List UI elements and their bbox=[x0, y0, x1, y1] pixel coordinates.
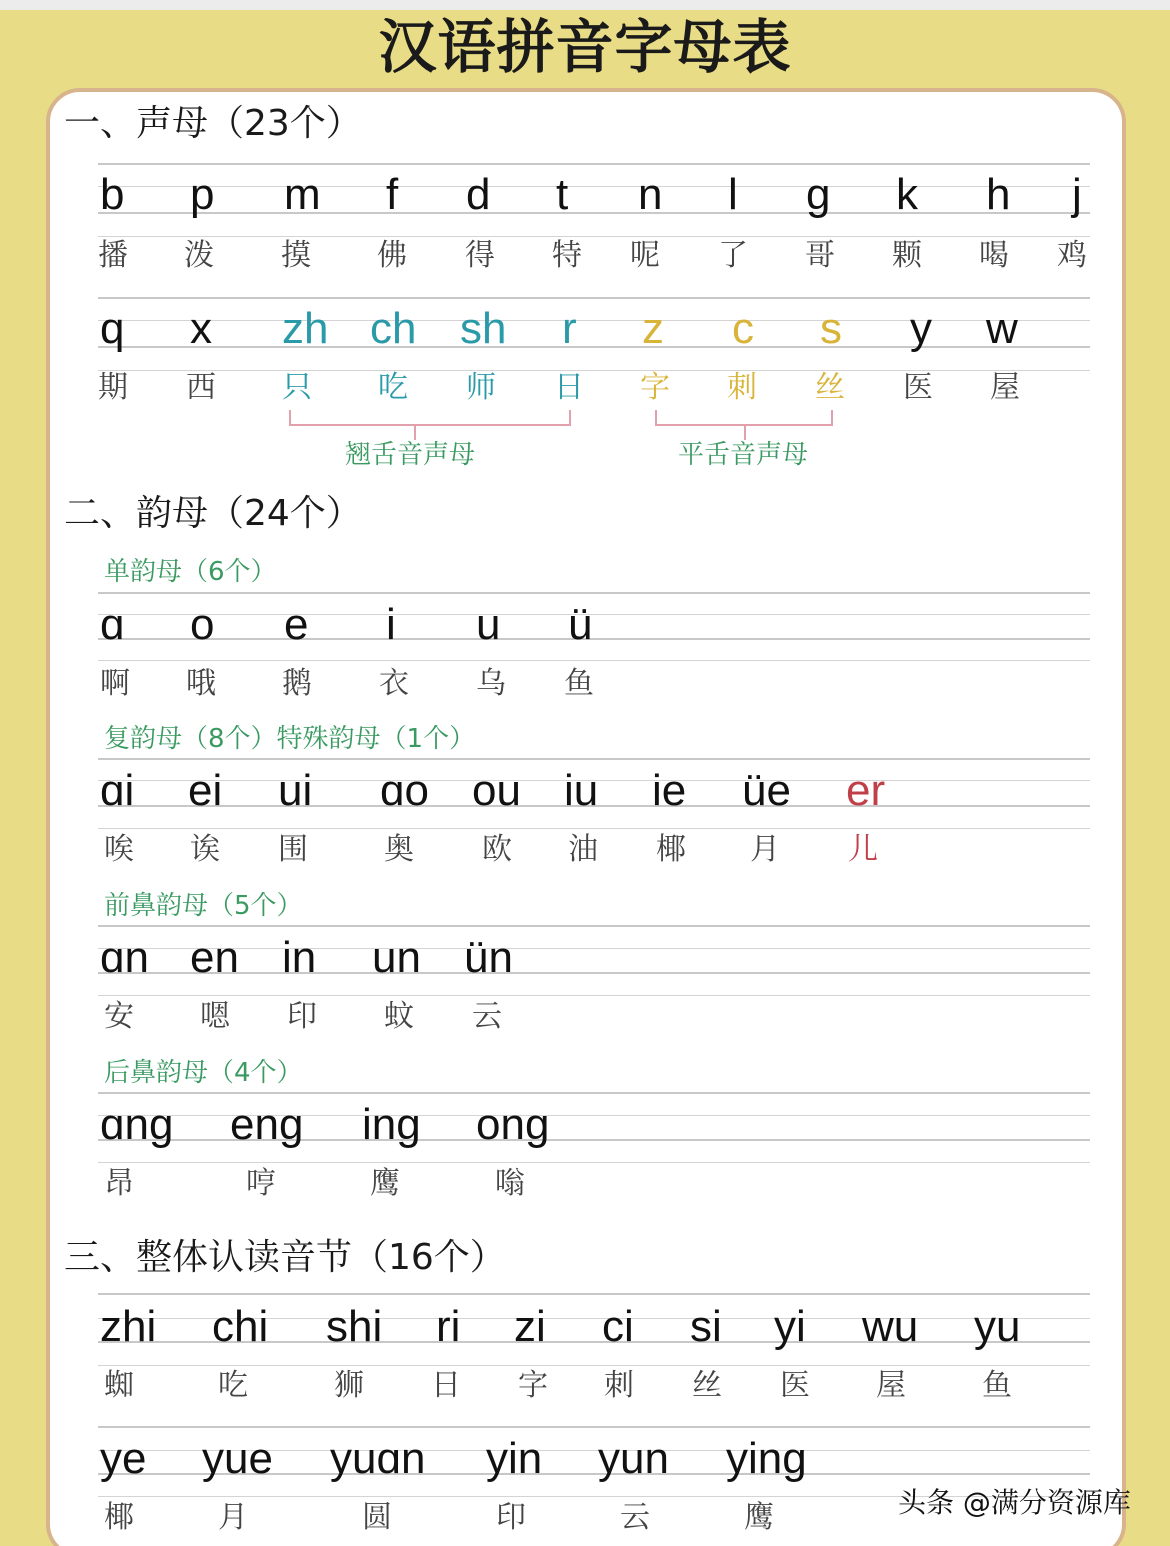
hanzi-cell: 佛 bbox=[377, 238, 407, 273]
top-strip bbox=[0, 0, 1170, 10]
pinyin-cell: ei bbox=[188, 766, 223, 815]
rule bbox=[98, 614, 1090, 615]
hanzi-cell: 医 bbox=[780, 1368, 810, 1403]
rule bbox=[98, 925, 1090, 927]
pinyin-cell: in bbox=[282, 933, 317, 982]
hanzi-cell: 诶 bbox=[190, 832, 220, 867]
rule bbox=[98, 592, 1090, 594]
pinyin-cell: yi bbox=[774, 1302, 806, 1351]
hanzi-cell: 月 bbox=[218, 1500, 248, 1535]
rule bbox=[98, 1365, 1090, 1366]
pinyin-cell: l bbox=[728, 170, 738, 219]
section-heading-shengmu: 一、声母（23个） bbox=[64, 103, 362, 144]
pinyin-cell: zhi bbox=[100, 1302, 157, 1351]
pinyin-cell: f bbox=[386, 170, 399, 219]
pinyin-cell: ɑng bbox=[100, 1100, 174, 1149]
pinyin-cell: shi bbox=[326, 1302, 383, 1351]
hanzi-cell: 椰 bbox=[104, 1500, 134, 1535]
pinyin-cell: ou bbox=[472, 766, 521, 815]
bracket-retroflex bbox=[289, 410, 571, 426]
pinyin-cell: q bbox=[100, 304, 125, 353]
rule bbox=[98, 1293, 1090, 1295]
rule bbox=[98, 186, 1090, 187]
hanzi-cell: 期 bbox=[98, 370, 128, 405]
pinyin-cell: k bbox=[896, 170, 918, 219]
pinyin-cell: chi bbox=[212, 1302, 269, 1351]
rule bbox=[98, 163, 1090, 165]
pinyin-cell: ch bbox=[370, 304, 417, 353]
pinyin-cell: i bbox=[386, 600, 396, 649]
hanzi-cell: 西 bbox=[186, 370, 216, 405]
hanzi-cell: 印 bbox=[287, 999, 317, 1034]
hanzi-cell: 油 bbox=[568, 832, 598, 867]
pinyin-cell: ing bbox=[362, 1100, 421, 1149]
hanzi-cell: 昂 bbox=[104, 1166, 134, 1201]
pinyin-cell: zi bbox=[514, 1302, 546, 1351]
hanzi-cell: 奥 bbox=[384, 832, 414, 867]
pinyin-cell: yu bbox=[974, 1302, 1021, 1351]
bracket-flat bbox=[655, 410, 833, 426]
rule bbox=[98, 212, 1090, 214]
pinyin-cell: ong bbox=[476, 1100, 550, 1149]
pinyin-cell: er bbox=[846, 766, 886, 815]
hanzi-cell: 欧 bbox=[482, 832, 512, 867]
hanzi-cell: 月 bbox=[750, 832, 780, 867]
hanzi-cell: 蜘 bbox=[104, 1368, 134, 1403]
hanzi-cell: 云 bbox=[472, 999, 502, 1034]
hanzi-cell: 字 bbox=[518, 1368, 548, 1403]
section-heading-whole-syllables: 三、整体认读音节（16个） bbox=[64, 1237, 506, 1278]
pinyin-cell: sh bbox=[460, 304, 507, 353]
rule bbox=[98, 1092, 1090, 1094]
pinyin-cell: üe bbox=[742, 766, 791, 815]
hanzi-cell: 喝 bbox=[979, 238, 1009, 273]
hanzi-cell: 刺 bbox=[604, 1368, 634, 1403]
pinyin-cell: eng bbox=[230, 1100, 304, 1149]
hanzi-cell: 印 bbox=[496, 1500, 526, 1535]
pinyin-cell: ying bbox=[726, 1434, 807, 1483]
hanzi-cell: 丝 bbox=[692, 1368, 722, 1403]
pinyin-cell: m bbox=[284, 170, 321, 219]
pinyin-cell: b bbox=[100, 170, 125, 219]
rule bbox=[98, 320, 1090, 321]
hanzi-cell: 鹰 bbox=[744, 1500, 774, 1535]
hanzi-cell: 了 bbox=[718, 238, 748, 273]
pinyin-cell: wu bbox=[862, 1302, 919, 1351]
subheading-compound-finals: 复韵母（8个）特殊韵母（1个） bbox=[104, 724, 476, 754]
hanzi-cell: 衣 bbox=[379, 666, 409, 701]
watermark: 头条 @满分资源库 bbox=[898, 1486, 1131, 1519]
pinyin-cell: ie bbox=[652, 766, 687, 815]
hanzi-cell: 狮 bbox=[334, 1368, 364, 1403]
hanzi-cell: 摸 bbox=[281, 238, 311, 273]
hanzi-cell: 啊 bbox=[100, 666, 130, 701]
hanzi-cell: 丝 bbox=[815, 370, 845, 405]
hanzi-cell: 播 bbox=[98, 238, 128, 273]
rule bbox=[98, 1162, 1090, 1163]
pinyin-cell: s bbox=[820, 304, 842, 353]
pinyin-cell: h bbox=[986, 170, 1011, 219]
pinyin-cell: yuɑn bbox=[330, 1434, 426, 1483]
pinyin-cell: c bbox=[732, 304, 754, 353]
rule bbox=[98, 660, 1090, 661]
rule bbox=[98, 948, 1090, 949]
label-retroflex-initials: 翘舌音声母 bbox=[345, 440, 476, 470]
hanzi-cell: 嗡 bbox=[495, 1166, 525, 1201]
hanzi-cell: 日 bbox=[431, 1368, 461, 1403]
pinyin-cell: w bbox=[986, 304, 1018, 353]
pinyin-cell: iu bbox=[564, 766, 599, 815]
hanzi-cell: 鱼 bbox=[564, 666, 594, 701]
hanzi-cell: 得 bbox=[465, 238, 495, 273]
hanzi-cell: 医 bbox=[903, 370, 933, 405]
pinyin-cell: ɑn bbox=[100, 933, 149, 982]
subheading-single-finals: 单韵母（6个） bbox=[104, 557, 277, 587]
label-flat-initials: 平舌音声母 bbox=[678, 440, 809, 470]
rule bbox=[98, 758, 1090, 760]
pinyin-cell: ui bbox=[278, 766, 313, 815]
hanzi-cell: 鹰 bbox=[370, 1166, 400, 1201]
hanzi-cell: 吃 bbox=[378, 370, 408, 405]
hanzi-cell: 日 bbox=[554, 370, 584, 405]
pinyin-cell: t bbox=[556, 170, 569, 219]
hanzi-cell: 颗 bbox=[892, 238, 922, 273]
hanzi-cell: 唉 bbox=[104, 832, 134, 867]
pinyin-cell: ci bbox=[602, 1302, 634, 1351]
pinyin-cell: yue bbox=[202, 1434, 273, 1483]
hanzi-cell: 圆 bbox=[362, 1500, 392, 1535]
hanzi-cell: 鹅 bbox=[282, 666, 312, 701]
pinyin-cell: si bbox=[690, 1302, 722, 1351]
hanzi-cell: 云 bbox=[620, 1500, 650, 1535]
pinyin-cell: zh bbox=[282, 304, 329, 353]
rule bbox=[98, 236, 1090, 237]
pinyin-cell: o bbox=[190, 600, 215, 649]
hanzi-cell: 泼 bbox=[184, 238, 214, 273]
hanzi-cell: 嗯 bbox=[200, 999, 230, 1034]
subheading-back-nasal-finals: 后鼻韵母（4个） bbox=[104, 1058, 303, 1088]
hanzi-cell: 安 bbox=[104, 999, 134, 1034]
hanzi-cell: 呢 bbox=[630, 238, 660, 273]
pinyin-cell: p bbox=[190, 170, 215, 219]
pinyin-cell: u bbox=[476, 600, 501, 649]
hanzi-cell: 师 bbox=[466, 370, 496, 405]
pinyin-cell: en bbox=[190, 933, 239, 982]
pinyin-cell: j bbox=[1072, 170, 1082, 219]
hanzi-cell: 鱼 bbox=[982, 1368, 1012, 1403]
pinyin-cell: ɑi bbox=[100, 766, 135, 815]
pinyin-cell: z bbox=[642, 304, 664, 353]
hanzi-cell: 特 bbox=[552, 238, 582, 273]
hanzi-cell: 刺 bbox=[727, 370, 757, 405]
rule bbox=[98, 297, 1090, 299]
rule bbox=[98, 638, 1090, 640]
bracket-tick bbox=[414, 426, 416, 440]
pinyin-cell: ri bbox=[436, 1302, 461, 1351]
hanzi-cell: 哥 bbox=[805, 238, 835, 273]
pinyin-cell: yun bbox=[598, 1434, 669, 1483]
bracket-tick bbox=[744, 426, 746, 440]
pinyin-cell: ɑo bbox=[380, 766, 429, 815]
hanzi-cell: 鸡 bbox=[1057, 238, 1087, 273]
rule bbox=[98, 972, 1090, 974]
hanzi-cell: 吃 bbox=[218, 1368, 248, 1403]
rule bbox=[98, 995, 1090, 996]
page-title: 汉语拼音字母表 bbox=[378, 13, 792, 81]
hanzi-cell: 儿 bbox=[848, 832, 878, 867]
pinyin-cell: yin bbox=[486, 1434, 543, 1483]
rule bbox=[98, 1426, 1090, 1428]
pinyin-cell: un bbox=[372, 933, 421, 982]
pinyin-cell: ü bbox=[568, 600, 593, 649]
pinyin-cell: d bbox=[466, 170, 491, 219]
pinyin-cell: r bbox=[562, 304, 577, 353]
pinyin-cell: ɑ bbox=[100, 600, 125, 649]
section-heading-yunmu: 二、韵母（24个） bbox=[64, 493, 362, 534]
hanzi-cell: 只 bbox=[282, 370, 312, 405]
hanzi-cell: 哦 bbox=[186, 666, 216, 701]
pinyin-cell: e bbox=[284, 600, 309, 649]
pinyin-cell: ye bbox=[100, 1434, 147, 1483]
pinyin-cell: n bbox=[638, 170, 663, 219]
rule bbox=[98, 346, 1090, 348]
hanzi-cell: 哼 bbox=[246, 1166, 276, 1201]
hanzi-cell: 蚊 bbox=[384, 999, 414, 1034]
pinyin-cell: x bbox=[190, 304, 212, 353]
hanzi-cell: 字 bbox=[640, 370, 670, 405]
pinyin-cell: ün bbox=[464, 933, 513, 982]
hanzi-cell: 围 bbox=[278, 832, 308, 867]
subheading-front-nasal-finals: 前鼻韵母（5个） bbox=[104, 891, 303, 921]
hanzi-cell: 屋 bbox=[876, 1368, 906, 1403]
pinyin-cell: g bbox=[806, 170, 831, 219]
rule bbox=[98, 828, 1090, 829]
pinyin-cell: y bbox=[910, 304, 932, 353]
hanzi-cell: 屋 bbox=[990, 370, 1020, 405]
rule bbox=[98, 370, 1090, 371]
hanzi-cell: 乌 bbox=[476, 666, 506, 701]
hanzi-cell: 椰 bbox=[656, 832, 686, 867]
